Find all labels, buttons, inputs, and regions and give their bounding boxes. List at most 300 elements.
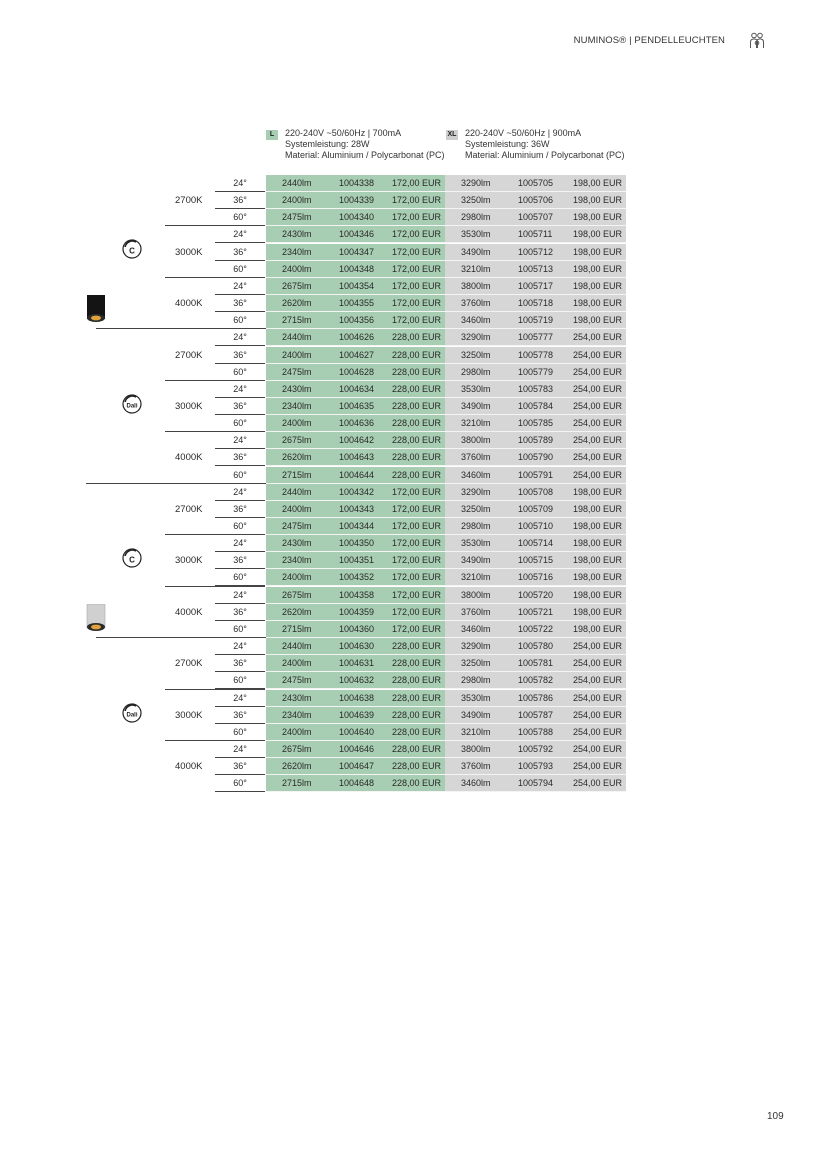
lumen-l: 2340lm [282,555,312,566]
article-number-l: 1004339 [339,195,375,206]
table-row [0,758,819,775]
price-l: 228,00 EUR [391,400,441,411]
lumen-l: 2340lm [282,400,312,411]
price-xl: 254,00 EUR [572,709,622,720]
article-number-l: 1004636 [339,418,375,429]
dimmer-c-icon [121,238,143,260]
article-number-xl: 1005713 [518,263,554,274]
price-xl: 254,00 EUR [572,452,622,463]
article-number-l: 1004343 [339,503,375,514]
price-xl: 254,00 EUR [572,332,622,343]
price-l: 172,00 EUR [391,623,441,634]
article-number-xl: 1005786 [518,692,554,703]
lumen-xl: 3800lm [461,280,491,291]
price-xl: 254,00 EUR [572,726,622,737]
table-row [0,329,819,346]
article-number-xl: 1005783 [518,383,554,394]
lumen-xl: 3460lm [461,315,491,326]
article-number-l: 1004350 [339,538,375,549]
price-l: 228,00 EUR [391,366,441,377]
price-xl: 254,00 EUR [572,418,622,429]
lumen-xl: 3490lm [461,400,491,411]
table-row [0,295,819,312]
lumen-l: 2715lm [282,623,312,634]
article-number-xl: 1005785 [518,418,554,429]
lumen-l: 2400lm [282,572,312,583]
article-number-l: 1004644 [339,469,375,480]
lumen-xl: 3530lm [461,692,491,703]
beam-angle: 36° [215,244,265,261]
article-number-xl: 1005718 [518,298,554,309]
lumen-l: 2715lm [282,315,312,326]
price-xl: 198,00 EUR [572,263,622,274]
price-l: 228,00 EUR [391,709,441,720]
table-row [0,518,819,535]
article-number-xl: 1005793 [518,761,554,772]
article-number-l: 1004359 [339,606,375,617]
lumen-l: 2475lm [282,521,312,531]
lumen-l: 2400lm [282,658,312,669]
price-xl: 254,00 EUR [572,469,622,480]
article-number-l: 1004355 [339,298,375,309]
table-row [0,467,819,484]
beam-angle: 36° [215,501,265,518]
lumen-l: 2620lm [282,452,312,463]
price-xl: 198,00 EUR [572,572,622,583]
beam-angle: 36° [215,192,265,209]
article-number-l: 1004634 [339,383,375,394]
color-temperature: 3000K [175,400,203,412]
spec-material: Material: Aluminium / Polycarbonat (PC) [465,150,625,160]
beam-angle: 60° [215,518,265,535]
price-xl: 254,00 EUR [572,692,622,703]
price-l: 228,00 EUR [391,469,441,480]
article-number-l: 1004628 [339,366,375,377]
spec-power: Systemleistung: 36W [465,139,550,149]
price-l: 172,00 EUR [391,298,441,309]
price-xl: 198,00 EUR [572,503,622,514]
article-number-xl: 1005794 [518,778,554,789]
table-row [0,209,819,226]
lumen-l: 2675lm [282,280,312,291]
article-number-l: 1004347 [339,246,375,257]
article-number-l: 1004626 [339,332,375,343]
lumen-xl: 3250lm [461,195,491,206]
price-l: 172,00 EUR [391,246,441,257]
price-xl: 198,00 EUR [572,521,622,531]
lumen-xl: 2980lm [461,675,491,686]
article-number-l: 1004338 [339,178,375,188]
lumen-xl: 3210lm [461,418,491,429]
article-number-xl: 1005777 [518,332,554,343]
price-xl: 198,00 EUR [572,212,622,223]
spec-voltage: 220-240V ~50/60Hz | 900mA [465,128,582,138]
lumen-l: 2400lm [282,263,312,274]
lumen-l: 2475lm [282,212,312,223]
table-row [0,741,819,758]
beam-angle: 24° [215,381,265,398]
beam-angle: 24° [215,587,265,604]
lumen-xl: 3760lm [461,298,491,309]
price-xl: 254,00 EUR [572,349,622,360]
price-xl: 198,00 EUR [572,178,622,188]
price-l: 172,00 EUR [391,280,441,291]
lumen-xl: 3800lm [461,743,491,754]
article-number-l: 1004647 [339,761,375,772]
price-l: 172,00 EUR [391,503,441,514]
price-xl: 198,00 EUR [572,246,622,257]
lumen-l: 2440lm [282,178,312,188]
lumen-l: 2715lm [282,469,312,480]
lumen-l: 2675lm [282,743,312,754]
lumen-xl: 3760lm [461,606,491,617]
price-l: 172,00 EUR [391,263,441,274]
lumen-xl: 3210lm [461,572,491,583]
price-l: 228,00 EUR [391,761,441,772]
article-number-l: 1004632 [339,675,375,686]
price-l: 172,00 EUR [391,212,441,223]
beam-angle: 24° [215,690,265,707]
svg-text:Dali: Dali [126,712,138,718]
lumen-xl: 3760lm [461,452,491,463]
article-number-xl: 1005708 [518,486,554,497]
article-number-xl: 1005707 [518,212,554,223]
beam-angle: 24° [215,329,265,346]
price-xl: 254,00 EUR [572,658,622,669]
article-number-xl: 1005789 [518,435,554,446]
price-xl: 254,00 EUR [572,743,622,754]
price-xl: 254,00 EUR [572,675,622,686]
lumen-xl: 2980lm [461,366,491,377]
lumen-xl: 3250lm [461,658,491,669]
article-number-xl: 1005705 [518,178,554,188]
price-l: 172,00 EUR [391,229,441,240]
article-number-xl: 1005710 [518,521,554,531]
price-l: 228,00 EUR [391,658,441,669]
lumen-xl: 3460lm [461,469,491,480]
color-temperature: 3000K [175,555,203,567]
price-l: 228,00 EUR [391,435,441,446]
price-xl: 198,00 EUR [572,195,622,206]
lumen-xl: 2980lm [461,521,491,531]
lumen-xl: 3250lm [461,503,491,514]
lumen-l: 2400lm [282,726,312,737]
lumen-l: 2400lm [282,195,312,206]
lumen-l: 2340lm [282,246,312,257]
article-number-l: 1004643 [339,452,375,463]
article-number-xl: 1005719 [518,315,554,326]
article-number-xl: 1005716 [518,572,554,583]
lamp-silver-icon [86,604,106,632]
price-l: 228,00 EUR [391,675,441,686]
price-l: 172,00 EUR [391,178,441,188]
lumen-xl: 3290lm [461,486,491,497]
article-number-l: 1004360 [339,623,375,634]
spec-voltage: 220-240V ~50/60Hz | 700mA [285,128,402,138]
article-number-xl: 1005780 [518,641,554,652]
price-l: 228,00 EUR [391,726,441,737]
article-number-xl: 1005784 [518,400,554,411]
page-header: NUMINOS® | PENDELLEUCHTEN [573,35,725,46]
dali-icon [121,393,143,415]
article-number-xl: 1005788 [518,726,554,737]
price-l: 172,00 EUR [391,486,441,497]
beam-angle: 36° [215,347,265,364]
beam-angle: 24° [215,278,265,295]
svg-text:Dali: Dali [126,403,138,410]
lumen-xl: 3530lm [461,383,491,394]
beam-angle: 24° [215,535,265,552]
lumen-l: 2440lm [282,486,312,497]
article-number-l: 1004646 [339,743,375,754]
price-l: 172,00 EUR [391,589,441,600]
price-l: 228,00 EUR [391,383,441,394]
table-row [0,655,819,672]
table-row [0,501,819,518]
beam-angle: 60° [215,775,265,792]
article-number-xl: 1005787 [518,709,554,720]
price-l: 228,00 EUR [391,349,441,360]
price-l: 172,00 EUR [391,555,441,566]
table-row [0,415,819,432]
lumen-xl: 3530lm [461,229,491,240]
beam-angle: 36° [215,552,265,569]
price-xl: 198,00 EUR [572,606,622,617]
price-l: 172,00 EUR [391,538,441,549]
price-l: 228,00 EUR [391,452,441,463]
lumen-l: 2675lm [282,435,312,446]
article-number-l: 1004342 [339,486,375,497]
beam-angle: 60° [215,364,265,381]
article-number-l: 1004640 [339,726,375,737]
article-number-xl: 1005781 [518,658,554,669]
price-xl: 254,00 EUR [572,641,622,652]
lumen-l: 2430lm [282,383,312,394]
dali-icon [121,702,143,724]
lumen-l: 2620lm [282,606,312,617]
price-xl: 254,00 EUR [572,761,622,772]
lumen-xl: 3460lm [461,623,491,634]
price-l: 172,00 EUR [391,315,441,326]
beam-angle: 24° [215,432,265,449]
beam-angle: 36° [215,449,265,466]
color-temperature: 4000K [175,298,203,310]
lumen-xl: 3250lm [461,349,491,360]
table-row [0,638,819,655]
lumen-l: 2400lm [282,418,312,429]
table-row [0,484,819,501]
size-badge-l: L [266,130,278,140]
table-row [0,278,819,295]
price-xl: 198,00 EUR [572,555,622,566]
table-row [0,604,819,621]
beam-angle: 24° [215,741,265,758]
table-row [0,432,819,449]
price-xl: 254,00 EUR [572,400,622,411]
article-number-xl: 1005720 [518,589,554,600]
article-number-l: 1004642 [339,435,375,446]
beam-angle: 36° [215,604,265,621]
lumen-l: 2675lm [282,589,312,600]
price-l: 228,00 EUR [391,332,441,343]
lumen-l: 2400lm [282,503,312,514]
spec-xl [446,128,625,161]
svg-text:C: C [129,555,135,565]
beam-angle: 60° [215,209,265,226]
article-number-xl: 1005722 [518,623,554,634]
price-xl: 198,00 EUR [572,229,622,240]
lumen-xl: 3490lm [461,709,491,720]
lamp-black-icon [86,295,106,323]
color-temperature: 3000K [175,246,203,258]
article-number-l: 1004627 [339,349,375,360]
table-row [0,724,819,741]
lumen-l: 2440lm [282,332,312,343]
spec-material: Material: Aluminium / Polycarbonat (PC) [285,150,445,160]
lumen-xl: 2980lm [461,212,491,223]
table-row [0,449,819,466]
lumen-l: 2430lm [282,538,312,549]
dimmer-c-icon [121,547,143,569]
article-number-l: 1004346 [339,229,375,240]
table-row [0,587,819,604]
beam-angle: 60° [215,724,265,741]
svg-text:C: C [129,246,135,256]
people-icon [748,32,766,50]
page-number: 109 [767,1111,784,1122]
beam-angle: 36° [215,758,265,775]
color-temperature: 2700K [175,195,203,207]
article-number-xl: 1005790 [518,452,554,463]
lumen-xl: 3800lm [461,435,491,446]
price-xl: 254,00 EUR [572,366,622,377]
beam-angle: 60° [215,672,265,689]
article-number-xl: 1005721 [518,606,554,617]
article-number-xl: 1005792 [518,743,554,754]
lumen-xl: 3760lm [461,761,491,772]
price-xl: 198,00 EUR [572,538,622,549]
lumen-xl: 3490lm [461,246,491,257]
price-l: 172,00 EUR [391,195,441,206]
article-number-l: 1004356 [339,315,375,326]
lumen-l: 2430lm [282,692,312,703]
lumen-xl: 3210lm [461,263,491,274]
lumen-l: 2475lm [282,366,312,377]
price-xl: 198,00 EUR [572,298,622,309]
article-number-l: 1004648 [339,778,375,789]
lumen-xl: 3290lm [461,178,491,188]
color-temperature: 2700K [175,349,203,361]
lumen-xl: 3530lm [461,538,491,549]
lumen-xl: 3290lm [461,332,491,343]
article-number-xl: 1005778 [518,349,554,360]
beam-angle: 60° [215,415,265,432]
price-xl: 198,00 EUR [572,589,622,600]
lumen-l: 2620lm [282,761,312,772]
article-number-l: 1004630 [339,641,375,652]
price-l: 172,00 EUR [391,521,441,531]
article-number-xl: 1005706 [518,195,554,206]
price-l: 228,00 EUR [391,743,441,754]
lumen-l: 2475lm [282,675,312,686]
lumen-l: 2620lm [282,298,312,309]
article-number-l: 1004638 [339,692,375,703]
lumen-xl: 3210lm [461,726,491,737]
beam-angle: 24° [215,226,265,243]
color-temperature: 4000K [175,606,203,618]
color-temperature: 2700K [175,503,203,515]
beam-angle: 60° [215,569,265,586]
lumen-xl: 3800lm [461,589,491,600]
price-l: 228,00 EUR [391,692,441,703]
spec-power: Systemleistung: 28W [285,139,370,149]
lumen-l: 2400lm [282,349,312,360]
beam-angle: 60° [215,467,265,484]
beam-angle: 36° [215,707,265,724]
article-number-xl: 1005782 [518,675,554,686]
article-number-xl: 1005791 [518,469,554,480]
table-row [0,569,819,586]
lumen-l: 2715lm [282,778,312,789]
lumen-xl: 3290lm [461,641,491,652]
beam-angle: 24° [215,484,265,501]
beam-angle: 24° [215,175,265,192]
table-row [0,175,819,192]
price-xl: 198,00 EUR [572,315,622,326]
lumen-l: 2440lm [282,641,312,652]
beam-angle: 60° [215,312,265,329]
beam-angle: 36° [215,398,265,415]
article-number-l: 1004358 [339,589,375,600]
article-number-l: 1004352 [339,572,375,583]
color-temperature: 3000K [175,709,203,721]
spec-l [266,128,445,161]
table-row [0,672,819,689]
article-number-xl: 1005712 [518,246,554,257]
article-number-xl: 1005715 [518,555,554,566]
lumen-xl: 3490lm [461,555,491,566]
price-l: 228,00 EUR [391,641,441,652]
article-number-l: 1004354 [339,280,375,291]
article-number-l: 1004639 [339,709,375,720]
price-l: 228,00 EUR [391,418,441,429]
price-l: 228,00 EUR [391,778,441,789]
article-number-xl: 1005779 [518,366,554,377]
size-badge-xl: XL [447,131,457,138]
price-xl: 198,00 EUR [572,486,622,497]
article-number-l: 1004631 [339,658,375,669]
color-temperature: 4000K [175,761,203,773]
article-number-l: 1004340 [339,212,375,223]
color-temperature: 2700K [175,658,203,670]
lumen-l: 2340lm [282,709,312,720]
table-row [0,312,819,329]
beam-angle: 36° [215,295,265,312]
article-number-l: 1004635 [339,400,375,411]
lumen-xl: 3460lm [461,778,491,789]
table-row [0,775,819,792]
beam-angle: 36° [215,655,265,672]
price-l: 172,00 EUR [391,606,441,617]
table-row [0,347,819,364]
article-number-xl: 1005711 [518,229,553,240]
article-number-l: 1004351 [339,555,375,566]
article-number-xl: 1005709 [518,503,554,514]
table-row [0,621,819,638]
beam-angle: 60° [215,621,265,638]
table-row [0,364,819,381]
price-xl: 254,00 EUR [572,435,622,446]
